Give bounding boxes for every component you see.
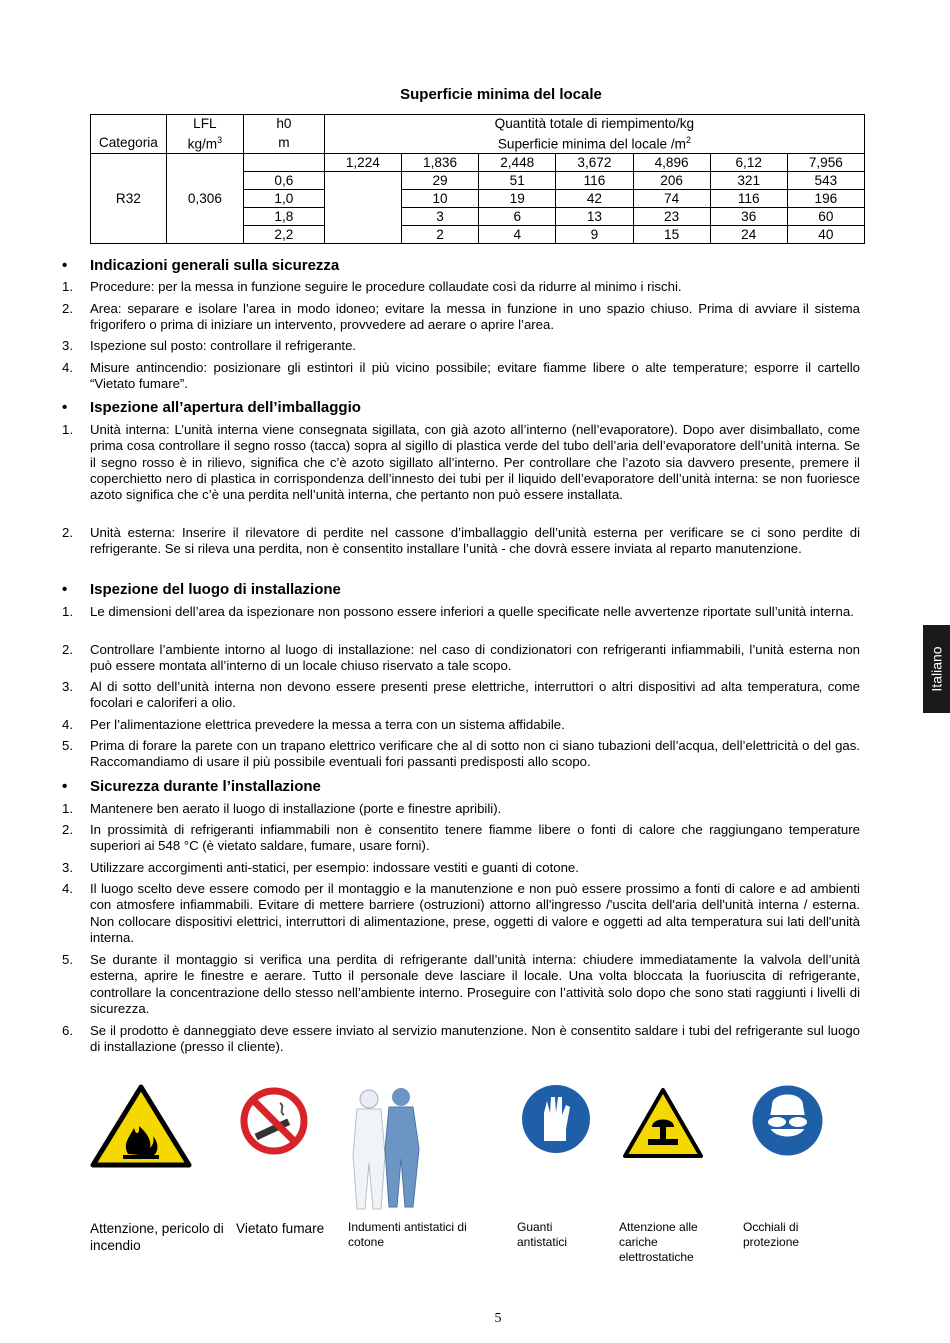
charge-cell: 6,12 (710, 153, 787, 171)
section-heading-text: Ispezione del luogo di installazione (90, 581, 341, 598)
item-number: 4. (62, 717, 73, 732)
categoria-cell: R32 (91, 189, 167, 207)
item-number: 1. (62, 604, 73, 619)
table-cell (91, 153, 167, 171)
table-cell: 24 (710, 225, 787, 243)
list-item (62, 604, 860, 620)
list-item (62, 338, 860, 354)
table-cell: 23 (633, 207, 710, 225)
list-item (62, 1023, 860, 1056)
item-text: Unità esterna: Inserire il rilevatore di perdite nel cassone d’imballaggio dell’unità esterna per verificare se ci sono perdite di refrigerante. Se si rileva una perdita, non è consentito installare l’unità - che dovrà essere inviata al reparto manutenzione. (90, 525, 860, 557)
charge-cell: 3,672 (556, 153, 633, 171)
caption-no-smoking: Vietato fumare (236, 1221, 325, 1236)
charge-cell: 2,448 (479, 153, 556, 171)
table-cell: 116 (710, 189, 787, 207)
list-item (62, 360, 860, 393)
fire-hazard-icon (90, 1084, 192, 1168)
list-item (62, 801, 860, 817)
table-cell: 74 (633, 189, 710, 207)
item-text: Controllare l’ambiente intorno al luogo di installazione: nel caso di condizionatori con refrigeranti infiammabili, l’unità esterna non può essere montata all’interno di un locale chiuso riservato a tale scopo. (90, 642, 860, 674)
item-number: 3. (62, 338, 73, 353)
bullet: • (62, 778, 68, 795)
table-cell: 40 (787, 225, 864, 243)
list-item (62, 642, 860, 675)
item-number: 6. (62, 1023, 73, 1038)
item-text: Le dimensioni dell’area da ispezionare non possono essere inferiori a quelle specificate nelle avvertenze riportate sull’unità interna. (90, 604, 854, 619)
table-cell (166, 171, 243, 189)
language-tab (923, 625, 950, 713)
table-cell: 116 (556, 171, 633, 189)
table-cell (324, 207, 401, 225)
table-header-h0-unit: m (243, 132, 324, 153)
h0-cell: 1,0 (243, 189, 324, 207)
table-header-categoria: Categoria (91, 132, 167, 153)
item-number: 2. (62, 642, 73, 657)
item-number: 2. (62, 822, 73, 837)
list-item (62, 717, 860, 733)
charge-cell: 1,224 (324, 153, 401, 171)
item-text: Ispezione sul posto: controllare il refrigerante. (90, 338, 357, 353)
section-heading-text: Sicurezza durante l’installazione (90, 778, 321, 795)
table-cell: 36 (710, 207, 787, 225)
table-cell (324, 171, 401, 189)
section-heading-text: Ispezione all’apertura dell’imballaggio (90, 399, 361, 416)
h0-cell: 2,2 (243, 225, 324, 243)
list-item (62, 952, 860, 1017)
table-header-sup: Superficie minima del locale $/m^2$ (324, 132, 864, 153)
item-number: 3. (62, 860, 73, 875)
bullet: • (62, 399, 68, 416)
table-cell: 51 (479, 171, 556, 189)
item-text: Il luogo scelto deve essere comodo per il montaggio e la manutenzione e non può essere prossimo a fonti di calore e ad ambienti con atmosfere infiammabili. Evitare di mettere barriere (ostruzioni) attorno all'ingresso /'uscita dell'aria dell'unità interna / esterna. Non collocare dispositivi elettrici, interruttori di alimentazione, prese, oggetti di valore e oggetti ad alta temperatura sui lati dell'unità interna. (90, 881, 860, 945)
page-title: Superficie minima del locale (400, 86, 602, 103)
list-item (62, 422, 860, 503)
table-cell: 13 (556, 207, 633, 225)
table-cell: 3 (401, 207, 478, 225)
bullet: • (62, 257, 68, 274)
table-header-h0: h0 (243, 115, 324, 133)
caption-goggles: Occhiali di protezione (743, 1220, 800, 1249)
item-text: In prossimità di refrigeranti infiammabili non è consentito tenere fiamme libere o fonti di calore che raggiungano temperature superiori ai 548 °C (è vietato saldare, fumare, usare forni). (90, 822, 860, 854)
charge-cell: 7,956 (787, 153, 864, 171)
item-text: Prima di forare la parete con un trapano elettrico verificare che al di sotto non ci siano tubazioni dell’acqua, dell’elettricità o del gas. Raccomandiamo di usare il più possibile eventuali fori passanti predisposti allo scopo. (90, 738, 860, 770)
table-cell: 9 (556, 225, 633, 243)
item-text: Al di sotto dell’unità interna non devono essere presenti prese elettriche, interruttori o altri dispositivi ad alta temperatura, come focolari e caloriferi a olio. (90, 679, 860, 711)
list-item (62, 822, 860, 855)
item-text: Utilizzare accorgimenti anti-statici, per esempio: indossare vestiti e guanti di cotone. (90, 860, 579, 875)
table-cell (91, 207, 167, 225)
item-number: 1. (62, 279, 73, 294)
charge-cell: 1,836 (401, 153, 478, 171)
list-item (62, 279, 860, 295)
table-cell (324, 225, 401, 243)
list-item (62, 525, 860, 558)
table-cell: 543 (787, 171, 864, 189)
page-number: 5 (494, 1311, 502, 1326)
electrostatic-warning-icon (622, 1087, 704, 1159)
item-number: 5. (62, 738, 73, 753)
item-text: Per l’alimentazione elettrica prevedere la messa a terra con un sistema affidabile. (90, 717, 565, 732)
lfl-cell: 0,306 (166, 189, 243, 207)
table-cell: 10 (401, 189, 478, 207)
list-item (62, 679, 860, 712)
item-text: Se il prodotto è danneggiato deve essere inviato al servizio manutenzione. Non è consentito saldare i tubi del refrigerante sul luogo di installazione (presso il cliente). (90, 1023, 860, 1055)
table-header-qty: Quantità totale di riempimento/kg (324, 115, 864, 133)
table-cell: 29 (401, 171, 478, 189)
item-text: Unità interna: L’unità interna viene consegnata sigillata, con già azoto all’interno (nell’evaporatore). Dopo aver disimballato, come prima cosa controllare il segno rosso (tacca) sopra al sigillo di plastica verde del tubo dell’aria dell’evaporatore dell’unità interna. Se il segno rosso è in rilievo, significa che c’è azoto sigillato all’interno. Per controllare che l’azoto sia davvero presente, premere il coperchietto nero di plastica in corrispondenza dell’innesto dei tubi per il liquido dell’evaporatore dell’unità interna: se non fuoriesce azoto significa che c’è una perdita nell’unità interna, che pertanto non può essere installata. (90, 422, 860, 503)
antistatic-clothing-icon (345, 1085, 425, 1213)
language-tab-label: Italiano (928, 646, 945, 692)
item-text: Se durante il montaggio si verifica una perdita di refrigerante dall’unità interna: chiudere immediatamente la valvola dell’unità esterna, aprire le finestre e aerare. Tutto il personale deve lasciare il locale. Una volta bloccata la fuoriuscita di refrigerante, controllare la concentrazione dello stesso nell’ambiente interno. Proseguire con l’attività solo dopo che sono stati raggiunti i livelli di sicurezza. (90, 952, 860, 1016)
table-cell (166, 225, 243, 243)
table-cell (91, 171, 167, 189)
item-text: Mantenere ben aerato il luogo di installazione (porte e finestre apribili). (90, 801, 502, 816)
goggles-icon (750, 1083, 825, 1158)
table-header-lfl-unit: $kg/m^3$ (166, 132, 243, 153)
item-text: Misure antincendio: posizionare gli estintori il più vicino possibile; evitare fiamme libere o alte temperature; esporre il cartello “Vietato fumare”. (90, 360, 860, 392)
charge-cell: 4,896 (633, 153, 710, 171)
table-cell: 19 (479, 189, 556, 207)
table-cell (166, 153, 243, 171)
list-item (62, 881, 860, 946)
caption-static: Attenzione alle cariche elettrostatiche (619, 1220, 698, 1264)
min-area-table (90, 114, 865, 244)
item-number: 2. (62, 301, 73, 316)
table-cell (166, 207, 243, 225)
table-cell: 2 (401, 225, 478, 243)
no-smoking-icon (240, 1087, 308, 1155)
list-item (62, 860, 860, 876)
section-heading-text: Indicazioni generali sulla sicurezza (90, 257, 340, 274)
item-number: 1. (62, 422, 73, 437)
item-text: Area: separare e isolare l’area in modo idoneo; evitare la messa in funzione in uno spazio chiuso. Prima di avviare il sistema frigorifero o prima di iniziare un intervento, provvedere ad aerare o aprire l’area. (90, 301, 860, 333)
table-cell: 6 (479, 207, 556, 225)
table-cell: 4 (479, 225, 556, 243)
table-header-lfl: LFL (166, 115, 243, 133)
item-number: 4. (62, 881, 73, 896)
table-cell: 196 (787, 189, 864, 207)
table-cell (243, 153, 324, 171)
h0-cell: 0,6 (243, 171, 324, 189)
h0-cell: 1,8 (243, 207, 324, 225)
table-cell (324, 189, 401, 207)
item-number: 1. (62, 801, 73, 816)
bullet: • (62, 581, 68, 598)
table-cell: 321 (710, 171, 787, 189)
gloves-icon (520, 1083, 592, 1155)
table-cell: 206 (633, 171, 710, 189)
table-cell: 60 (787, 207, 864, 225)
table-cell: 42 (556, 189, 633, 207)
item-number: 4. (62, 360, 73, 375)
caption-fire: Attenzione, pericolo di incendio (90, 1221, 224, 1253)
list-item (62, 738, 860, 771)
table-cell (91, 225, 167, 243)
item-number: 3. (62, 679, 73, 694)
caption-gloves: Guanti antistatici (517, 1220, 568, 1249)
list-item (62, 301, 860, 334)
table-header-empty (91, 115, 167, 133)
caption-clothing: Indumenti antistatici di cotone (348, 1220, 467, 1249)
item-number: 5. (62, 952, 73, 967)
item-text: Procedure: per la messa in funzione seguire le procedure collaudate così da ridurre al minimo i rischi. (90, 279, 682, 294)
table-cell: 15 (633, 225, 710, 243)
item-number: 2. (62, 525, 73, 540)
